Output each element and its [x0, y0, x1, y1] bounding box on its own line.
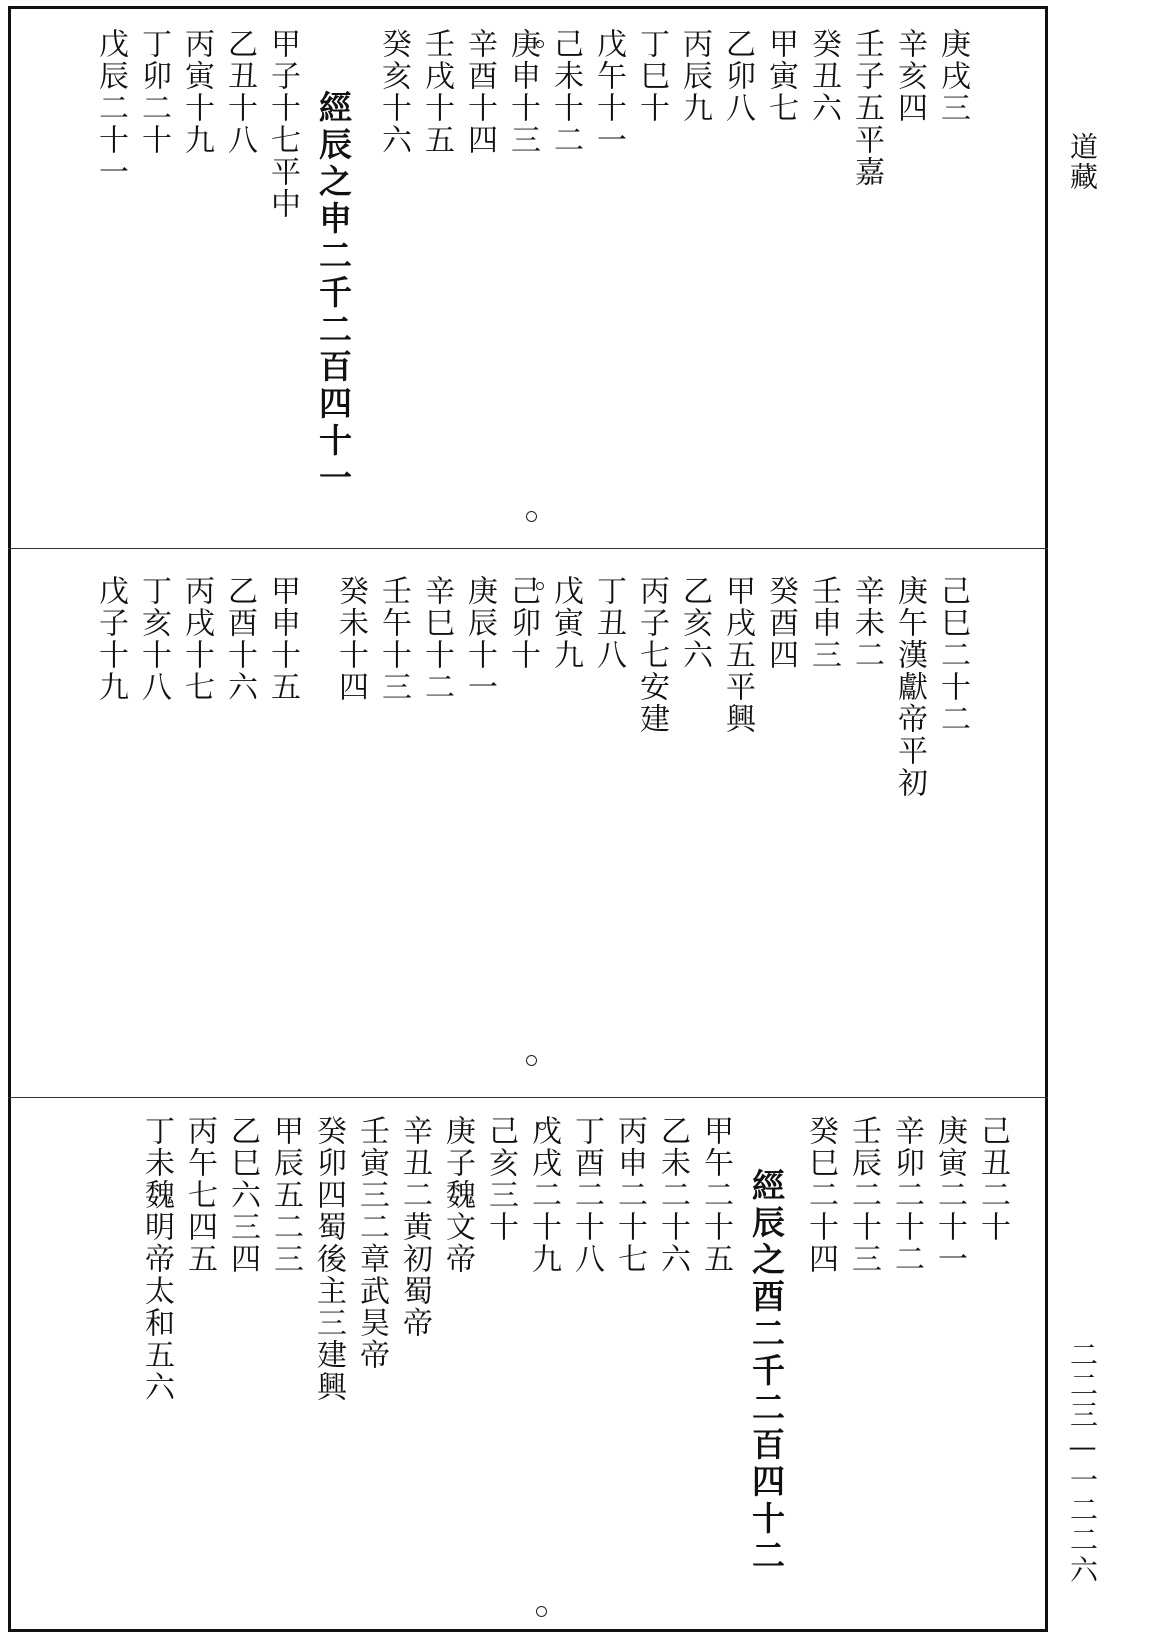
- column: 乙卯八: [720, 28, 755, 124]
- column: 癸酉四: [763, 575, 798, 671]
- column: 甲子十七平中: [265, 28, 300, 220]
- column: 辛巳十二: [419, 575, 454, 703]
- column: 辛酉十四: [462, 28, 497, 156]
- column: 甲戌五平興: [720, 575, 755, 735]
- column: 丙午七四五: [182, 1115, 217, 1275]
- column: 壬申三: [806, 575, 841, 671]
- column: 丁卯二十: [136, 28, 171, 156]
- binding-mark: [538, 1122, 546, 1130]
- column: 庚辰十一: [462, 575, 497, 703]
- column: 辛卯二十二: [889, 1115, 924, 1275]
- column: 丁未魏明帝太和五六: [139, 1115, 174, 1403]
- column: 乙亥六: [677, 575, 712, 671]
- column: 壬戌十五: [419, 28, 454, 156]
- column: 庚寅二十一: [932, 1115, 967, 1275]
- column: 乙巳六三四: [225, 1115, 260, 1275]
- column: 庚戌三: [935, 28, 970, 124]
- jingchen-heading: 經辰之申二千二百四十一: [314, 90, 353, 497]
- column: 辛未二: [849, 575, 884, 671]
- column: 辛亥四: [892, 28, 927, 124]
- column: 己亥三十: [483, 1115, 518, 1243]
- column: 乙丑十八: [222, 28, 257, 156]
- binding-mark: [536, 40, 544, 48]
- column: 壬寅三二章武昊帝: [354, 1115, 389, 1371]
- column: 癸卯四蜀後主三建興: [311, 1115, 346, 1403]
- column: 辛丑二黄初蜀帝: [397, 1115, 432, 1339]
- column: 乙未二十六: [655, 1115, 690, 1275]
- column: 丁酉二十八: [569, 1115, 604, 1275]
- column: 丙辰九: [677, 28, 712, 124]
- column: 丙子七安建: [634, 575, 669, 735]
- margin-page-number: 二二三—一二二六: [1066, 1340, 1099, 1585]
- column: 甲寅七: [763, 28, 798, 124]
- column: 丁巳十: [634, 28, 669, 124]
- column: 戊寅九: [548, 575, 583, 671]
- margin-title: 道藏: [1066, 132, 1099, 192]
- column: 己丑二十: [975, 1115, 1010, 1243]
- column: 戊戌二十九: [526, 1115, 561, 1275]
- column: 癸丑六: [806, 28, 841, 124]
- binding-mark: [536, 582, 544, 590]
- column: 戊子十九: [93, 575, 128, 703]
- column: 己巳二十二: [935, 575, 970, 735]
- column: 丁亥十八: [136, 575, 171, 703]
- column: 癸亥十六: [376, 28, 411, 156]
- column: 丙寅十九: [179, 28, 214, 156]
- column: 壬午十三: [376, 575, 411, 703]
- binding-mark: [526, 511, 537, 522]
- column: 庚申十三: [505, 28, 540, 156]
- column: 壬子五平嘉: [849, 28, 884, 188]
- column: 乙酉十六: [222, 575, 257, 703]
- column: 戊午十一: [591, 28, 626, 156]
- column: 甲申十五: [265, 575, 300, 703]
- column: 癸未十四: [333, 575, 368, 703]
- column: 癸巳二十四: [803, 1115, 838, 1275]
- column: 戊辰二十一: [93, 28, 128, 188]
- column: 己未十二: [548, 28, 583, 156]
- column: 丙申二十七: [612, 1115, 647, 1275]
- column: 甲午二十五: [698, 1115, 733, 1275]
- panel-divider-2: [8, 1097, 1048, 1098]
- column: 庚午漢獻帝平初: [892, 575, 927, 799]
- column: 庚子魏文帝: [440, 1115, 475, 1275]
- column: 丙戌十七: [179, 575, 214, 703]
- column: 甲辰五二三: [268, 1115, 303, 1275]
- column: 己卯十: [505, 575, 540, 671]
- panel-divider-1: [8, 548, 1048, 549]
- binding-mark: [526, 1055, 537, 1066]
- column: 壬辰二十三: [846, 1115, 881, 1275]
- jingchen-heading: 經辰之酉二千二百四十二: [747, 1168, 786, 1575]
- binding-mark: [536, 1606, 547, 1617]
- column: 丁丑八: [591, 575, 626, 671]
